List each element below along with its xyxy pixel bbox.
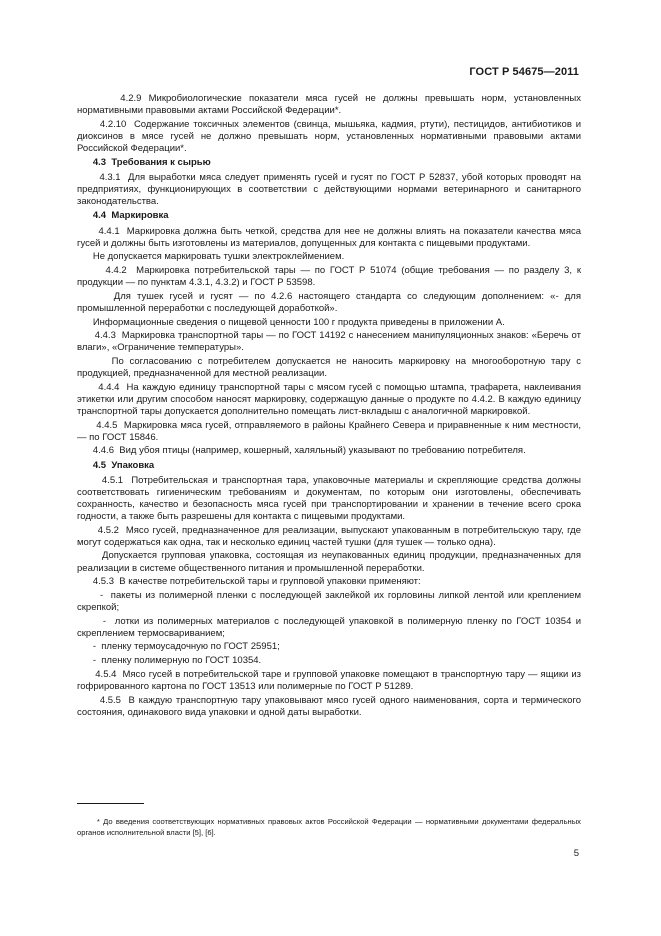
page-number: 5	[573, 848, 579, 859]
document-header: ГОСТ Р 54675—2011	[469, 66, 579, 78]
paragraph: 4.4.4 На каждую единицу транспортной тары с мясом гусей с помощью штампа, трафарета, наклеивания этикетки или другим способом наносят маркировку, содержащую данные о продукте по 4.4.2. В каждую единицу транспортной тары допускается дополнительно помещать лист-вкладыш с аналогичной маркировкой.	[77, 381, 584, 417]
footnote: * До введения соответствующих нормативных правовых актов Российской Федерации — нормативными документами федеральных органов исполнительной власти [5], [6].	[77, 817, 584, 837]
list-item: - пленку термоусадочную по ГОСТ 25951;	[77, 641, 280, 653]
paragraph: Информационные сведения о пищевой ценности 100 г продукта приведены в приложении А.	[77, 316, 505, 328]
list-item: - пакеты из полимерной пленки с последующей заклейкой их горловины липкой лентой или креплением скрепкой;	[77, 589, 584, 613]
paragraph: 4.4.2 Маркировка потребительской тары — по ГОСТ Р 51074 (общие требования — по разделу 3, к продукции — по пунктам 4.3.1, 4.3.2) и ГОСТ Р 53598.	[77, 265, 584, 289]
paragraph: 4.3.1 Для выработки мяса следует применять гусей и гусят по ГОСТ Р 52837, убой которых проводят на предприятиях, функционирующих в соответствии с действующими нормами ветеринарного и санитарного законодательства.	[77, 172, 584, 208]
section-heading: 4.3 Требования к сырью	[77, 157, 211, 169]
paragraph: 4.5.4 Мясо гусей в потребительской таре и групповой упаковке помещают в транспортную тару — ящики из гофрированного картона по ГОСТ 13513 или полимерные по ГОСТ Р 51289.	[77, 668, 584, 692]
section-heading: 4.5 Упаковка	[77, 459, 155, 471]
paragraph: 4.5.2 Мясо гусей, предназначенное для реализации, выпускают упакованным в потребительскую тару, где могут содержаться как одна, так и несколько единиц частей тушки (для тушек — только одна).	[77, 524, 584, 548]
paragraph: 4.5.3 В качестве потребительской тары и групповой упаковки применяют:	[77, 576, 421, 588]
list-item: - пленку полимерную по ГОСТ 10354.	[77, 655, 262, 667]
paragraph: Для тушек гусей и гусят — по 4.2.6 настоящего стандарта со следующим дополнением: «- для промышленной переработки с последующей доработкой».	[77, 290, 584, 314]
paragraph: 4.5.1 Потребительская и транспортная тара, упаковочные материалы и скрепляющие средства должны соответствовать гигиеническим требованиям и документам, по которым они изготовлены, обеспечивать сохранность, качество и безопасность мяса гусей при транспортировании и хранении в течение всего срока годности, а также быть разрешены для контакта с пищевыми продуктами.	[77, 474, 584, 522]
paragraph: 4.4.3 Маркировка транспортной тары — по ГОСТ 14192 с нанесением манипуляционных знаков: «Беречь от влаги», «Ограничение температуры».	[77, 330, 584, 354]
paragraph: 4.4.6 Вид убоя птицы (например, кошерный, халяльный) указывают по требованию потребителя.	[77, 445, 526, 457]
list-item: - лотки из полимерных материалов с последующей упаковкой в полимерную пленку по ГОСТ 10354 и скреплением термосвариванием;	[77, 615, 584, 639]
footnote-divider	[77, 803, 144, 804]
paragraph: 4.5.5 В каждую транспортную тару упаковывают мясо гусей одного наименования, сорта и термического состояния, одинакового вида упаковки и одной даты выработки.	[77, 694, 584, 718]
paragraph: 4.2.9 Микробиологические показатели мяса гусей не должны превышать норм, установленных нормативными правовыми актами Российской Федерации*.	[77, 93, 584, 117]
paragraph: 4.4.5 Маркировка мяса гусей, отправляемого в районы Крайнего Севера и приравненные к ним местности, — по ГОСТ 15846.	[77, 419, 584, 443]
paragraph: По согласованию с потребителем допускается не наносить маркировку на многооборотную тару с продукцией, предназначенной для местной реализации.	[77, 356, 584, 380]
paragraph: 4.4.1 Маркировка должна быть четкой, средства для нее не должны влиять на показатели качества мяса гусей и должны быть изготовлены из материалов, допущенных для контакта с пищевыми продуктами.	[77, 225, 584, 249]
paragraph: Не допускается маркировать тушки электроклеймением.	[77, 251, 345, 263]
section-heading: 4.4 Маркировка	[77, 210, 169, 222]
document-body	[77, 93, 584, 720]
paragraph: Допускается групповая упаковка, состоящая из неупакованных единиц продукции, предназначенных для реализации в системе общественного питания и промышленной переработки.	[77, 550, 584, 574]
paragraph: 4.2.10 Содержание токсичных элементов (свинца, мышьяка, кадмия, ртути), пестицидов, антибиотиков и диоксинов в мясе гусей не должно превышать норм, установленных нормативными правовыми актами Российской Федерации*.	[77, 118, 584, 154]
